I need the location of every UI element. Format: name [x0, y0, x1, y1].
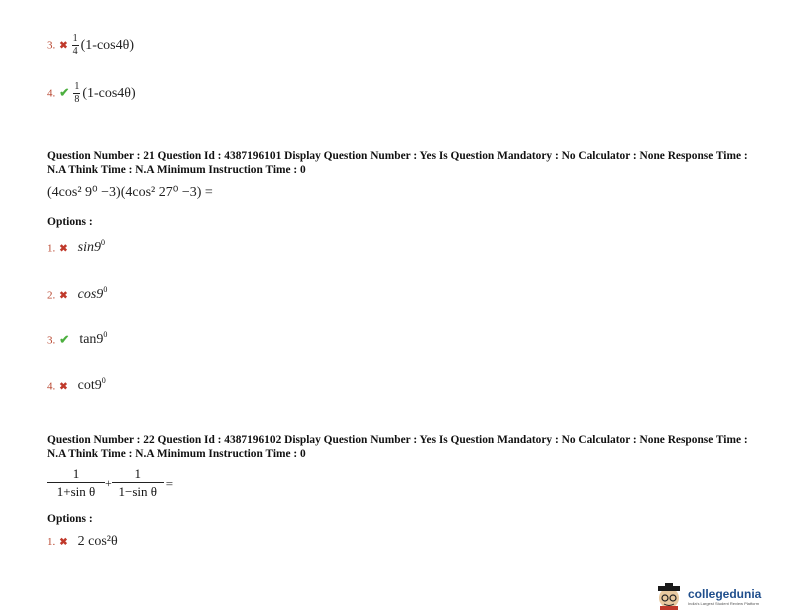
option-number: 2. [47, 289, 56, 302]
q21-option-4: 4. ✖ $\cot 9^0$ [47, 376, 106, 394]
fraction-1: $\frac{1}{\text{1+sin θ}}$ [47, 466, 105, 501]
question-22-header: Question Number : 22 Question Id : 4387196102 Display Question Number : Yes Is Question Mandatory : No Calculator : None Response Time : N.A Think Time : N.A Minimum Instruction Time : 0 [47, 434, 748, 460]
correct-mark-icon: ✔ [59, 332, 70, 347]
option-text: cos9 [77, 287, 104, 303]
fraction: $\frac{1}{8}$ [74, 81, 80, 105]
option-number: 1. [47, 536, 56, 548]
option-text: cot9 [77, 378, 102, 394]
collegedunia-logo [652, 582, 761, 610]
wrong-mark-icon: ✖ [59, 537, 68, 548]
mascot-logo-icon [652, 582, 686, 610]
prev-option-3 [47, 34, 134, 57]
option-number: 4. [47, 87, 56, 100]
question-21-expression: (4cos² 9⁰ −3)(4cos² 27⁰ −3) = [47, 185, 213, 200]
q22-option-1 [47, 532, 118, 550]
wrong-mark-icon: ✖ [59, 381, 68, 393]
logo-tagline: India's Largest Student Review Platform [688, 600, 760, 606]
q21-option-3: 3. ✔ $\tan 9^0$ [47, 330, 108, 348]
correct-mark-icon: ✔ [59, 85, 70, 100]
option-text: 2 cos²θ [77, 534, 118, 549]
options-label: Options : [47, 513, 93, 525]
wrong-mark-icon: ✖ [59, 40, 68, 52]
question-21-header: Question Number : 21 Question Id : 4387196101 Display Question Number : Yes Is Question Mandatory : No Calculator : None Response Time : N.A Think Time : N.A Minimum Instruction Time : 0 [47, 150, 748, 176]
options-label: Options : [47, 216, 93, 228]
logo-name: collegedunia [688, 586, 762, 601]
option-number: 1. [47, 242, 56, 255]
option-number: 4. [47, 380, 56, 393]
equals-sign: = [165, 475, 174, 491]
option-number: 3. [47, 334, 56, 347]
q21-option-1: 1. ✖ $\sin 9^0$ [47, 238, 105, 256]
option-text: tan9 [79, 332, 104, 348]
prev-option-4 [47, 82, 136, 105]
option-number: 3. [47, 39, 56, 52]
wrong-mark-icon: ✖ [59, 243, 68, 255]
wrong-mark-icon: ✖ [59, 290, 68, 302]
fraction-2: $\frac{1}{\text{1−sin θ}}$ [112, 466, 164, 501]
option-text: sin9 [77, 240, 101, 256]
q21-option-2: 2. ✖ $\cos 9^0$ [47, 285, 108, 303]
option-expression: (1-cos4θ) [82, 85, 136, 101]
option-expression: (1-cos4θ) [80, 37, 134, 53]
question-22-expression [47, 466, 173, 501]
fraction: $\frac{1}{4}$ [72, 33, 78, 57]
plus-sign: + [105, 476, 112, 490]
